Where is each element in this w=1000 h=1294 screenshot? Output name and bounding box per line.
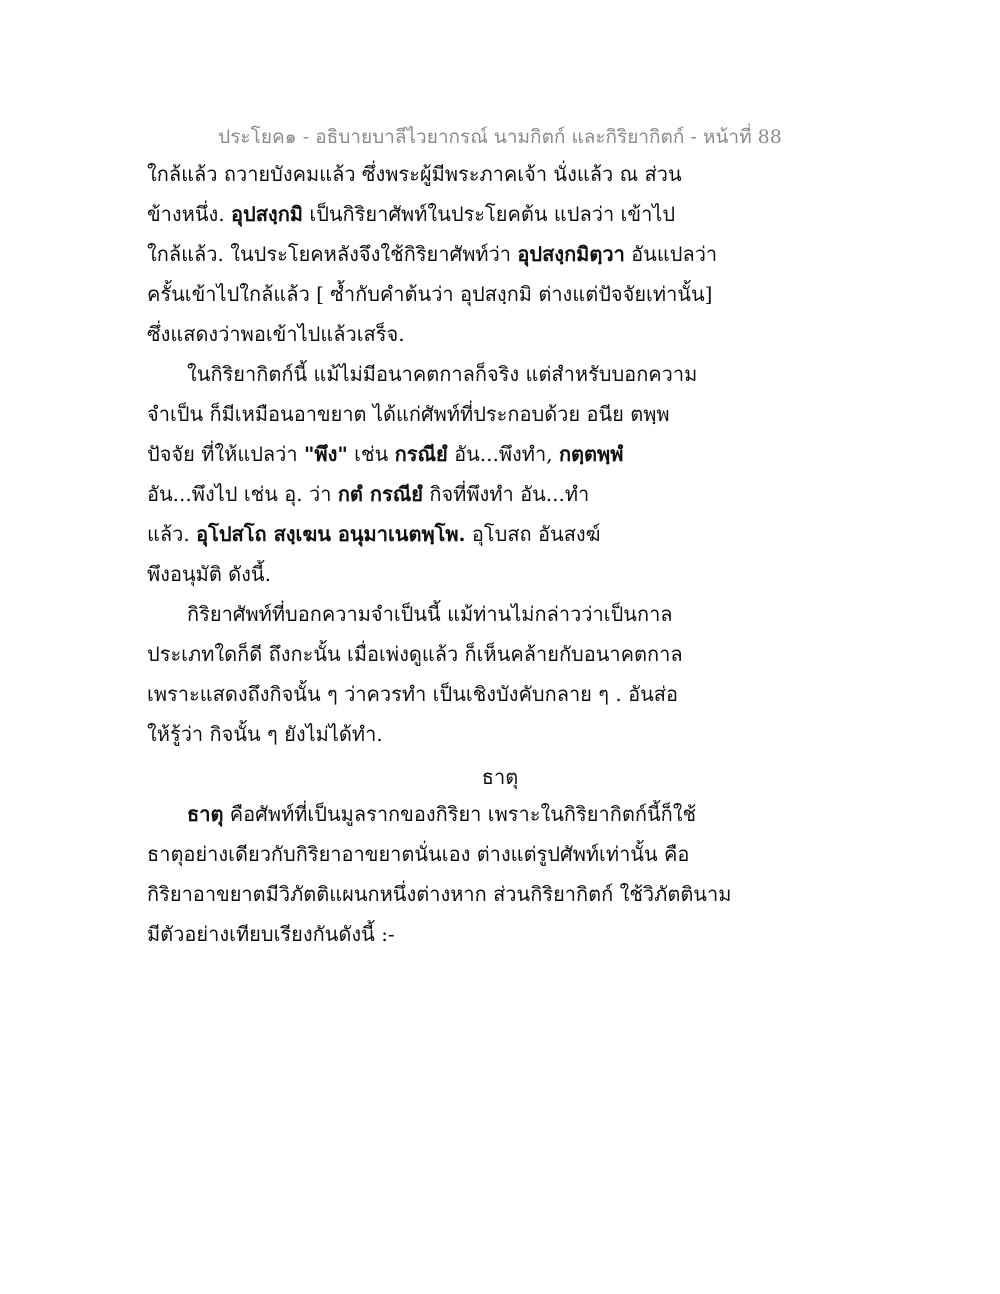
text-line: ซึ่งแสดงว่าพอเข้าไปแล้วเสร็จ. [147,322,405,346]
text-run: อันแปลว่า [624,242,718,266]
text-line: จำเป็น ก็มีเหมือนอาขยาต ได้แก่ศัพท์ที่ประกอบด้วย อนีย ตพฺพ [147,402,670,426]
text-line [147,240,717,268]
pali-term: กตํ กรณียํ [337,482,423,506]
text-line [147,520,601,548]
paragraph-first-line [187,800,696,828]
text-line: เพราะแสดงถึงกิจนั้น ๆ ว่าควรทำ เป็นเชิงบังคับกลาย ๆ . อันส่อ [147,682,678,706]
section-heading: ธาตุ [481,765,519,789]
text-line: มีตัวอย่างเทียบเรียงกันดังนี้ :- [147,922,395,946]
text-run: ใกล้แล้ว. ในประโยคหลังจึงใช้กิริยาศัพท์ว่า [147,242,518,266]
paragraph-first-line: ในกิริยากิตก์นี้ แม้ไม่มีอนาคตกาลก็จริง แต่สำหรับบอกความ [187,362,698,386]
text-run: ข้างหนึ่ง. [147,202,232,226]
text-run: กิจที่พึงทำ อัน...ทำ [423,482,590,506]
pali-term: กตฺตพฺพํ [558,442,624,466]
text-run: อัน...พึงทำ, [447,442,559,466]
text-run: อุโบสถ อันสงฆ์ [465,522,601,546]
text-run: แล้ว. [147,522,197,546]
text-run: คือศัพท์ที่เป็นมูลรากของกิริยา เพราะในกิริยากิตก์นี้ก็ใช้ [223,802,697,826]
text-run: ปัจจัย ที่ให้แปลว่า [147,442,305,466]
quoted-term: "พึง" [304,442,348,466]
text-run: เป็นกิริยาศัพท์ในประโยคต้น แปลว่า เข้าไป [303,202,676,226]
pali-term: ธาตุ [187,802,224,826]
text-line: ครั้นเข้าไปใกล้แล้ว [ ซ้ำกับคำต้นว่า อุปสงฺกมิ ต่างแต่ปัจจัยเท่านั้น] [147,282,713,306]
text-line: ให้รู้ว่า กิจนั้น ๆ ยังไม่ได้ทำ. [147,722,383,746]
text-run: อัน...พึงไป เช่น อุ. ว่า [147,482,338,506]
paragraph-first-line: กิริยาศัพท์ที่บอกความจำเป็นนี้ แม้ท่านไม่กล่าวว่าเป็นกาล [187,602,673,626]
text-line: กิริยาอาขยาตมีวิภัตติแผนกหนึ่งต่างหาก ส่วนกิริยากิตก์ ใช้วิภัตตินาม [147,882,732,906]
text-line [147,440,623,468]
pali-term: อุปสงฺกมิ [231,202,303,226]
text-line: พึงอนุมัติ ดังนี้. [147,562,271,586]
text-line: ประเภทใดก็ดี ถึงกะนั้น เมื่อเพ่งดูแล้ว ก็เห็นคล้ายกับอนาคตกาล [147,642,683,666]
text-line: ธาตุอย่างเดียวกับกิริยาอาขยาตนั่นเอง ต่างแต่รูปศัพท์เท่านั้น คือ [147,842,690,866]
page-header: ประโยค๑ - อธิบายบาลีไวยากรณ์ นามกิตก์ และกิริยากิตก์ - หน้าที่ 88 [218,126,782,148]
text-line [147,480,589,508]
text-run: เช่น [347,442,395,466]
pali-term: อุปสงฺกมิตฺวา [517,242,625,266]
pali-term: อุโปสโถ สงฺเฆน อนุมาเนตพฺโพ. [196,522,466,546]
text-line: ใกล้แล้ว ถวายบังคมแล้ว ซึ่งพระผู้มีพระภาคเจ้า นั่งแล้ว ณ ส่วน [147,162,682,186]
pali-term: กรณียํ [394,442,448,466]
text-line [147,200,675,228]
